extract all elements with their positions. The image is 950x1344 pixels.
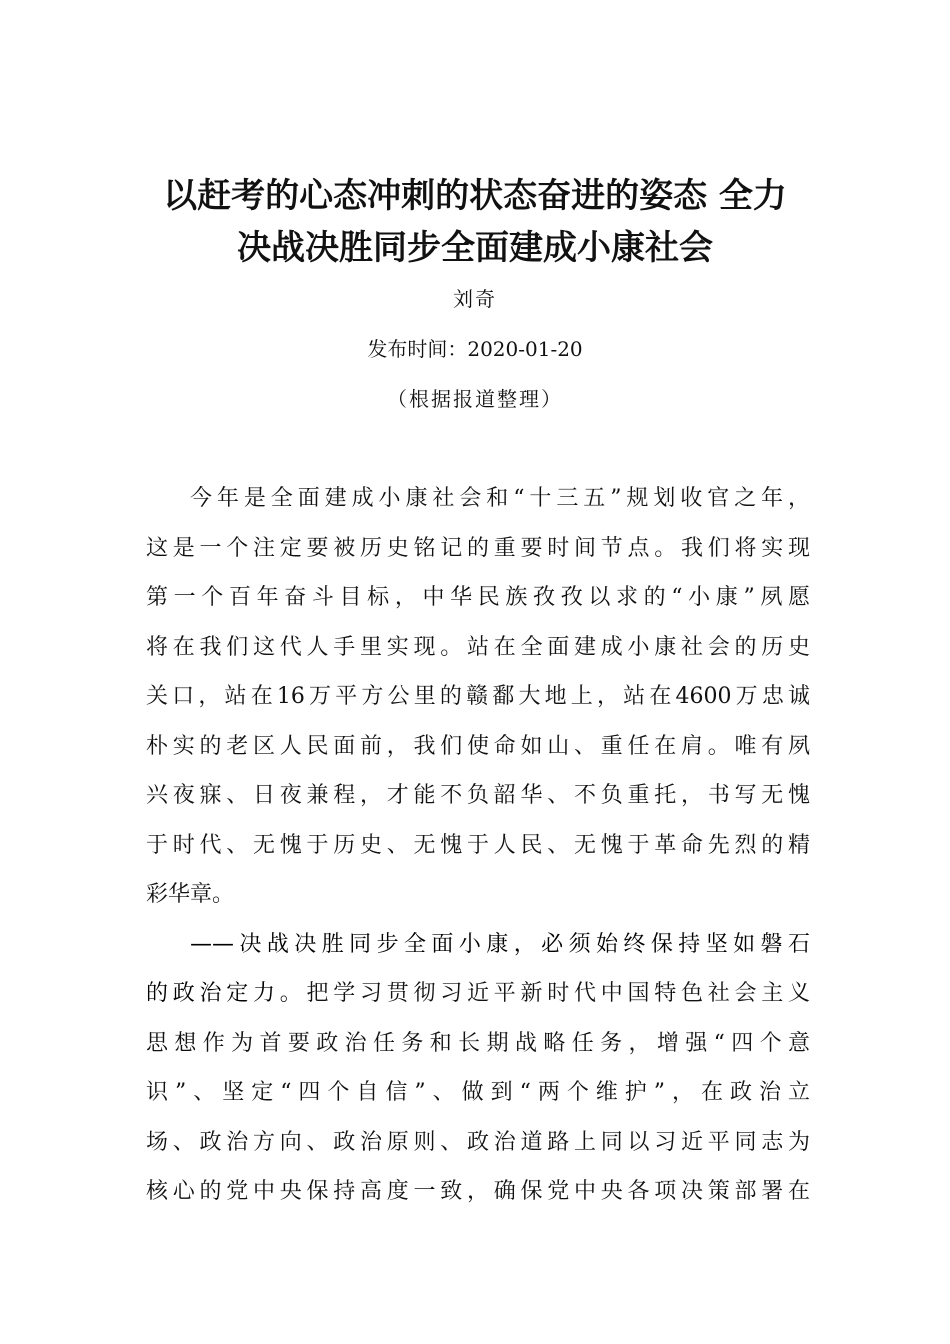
paragraph-line: 朴实的老区人民面前，我们使命如山、重任在肩。唯有夙 [146,733,810,759]
section-heading-line-2: 的政治定力。 [146,981,307,1006]
paragraph-line: 核心的党中央保持高度一致，确保党中央各项决策部署在 [146,1179,810,1204]
paragraph-line-mixed [146,969,810,1019]
title-line-2: 决战决胜同步全面建成小康社会 [237,228,713,268]
paragraph-line: 第一个百年奋斗目标，中华民族孜孜以求的“小康”夙愿 [146,585,810,610]
paragraph-line: 思想作为首要政治任务和长期战略任务，增强“四个意 [146,1030,810,1056]
paragraph-line: 场、政治方向、政治原则、政治道路上同以习近平同志为 [146,1129,810,1155]
article-body [146,474,810,1217]
paragraph-1 [146,474,810,920]
section-heading-line-1: ——决战决胜同步全面小康，必须始终保持坚如磐石 [190,931,810,957]
source-note: （根据报道整理） [387,387,563,411]
publish-date: 发布时间：2020-01-20 [367,337,583,361]
paragraph-line: 于时代、无愧于历史、无愧于人民、无愧于革命先烈的精 [146,832,810,858]
paragraph-line-rest: 把学习贯彻习近平新时代中国特色社会主义 [306,981,810,1006]
paragraph-line: 这是一个注定要被历史铭记的重要时间节点。我们将实现 [146,535,810,561]
paragraph-line: 关口，站在16万平方公里的赣鄱大地上，站在4600万忠诚 [146,684,810,709]
paragraph-line: 彩华章。 [146,882,235,907]
paragraph-line: 将在我们这代人手里实现。站在全面建成小康社会的历史 [146,634,810,660]
paragraph-line: 兴夜寐、日夜兼程，才能不负韶华、不负重托，书写无愧 [146,783,810,808]
document-title [110,170,840,274]
paragraph-line: 识”、坚定“四个自信”、做到“两个维护”，在政治立 [146,1080,810,1105]
author-name: 刘奇 [453,287,497,311]
paragraph-line: 今年是全面建成小康社会和“十三五”规划收官之年， [190,486,810,511]
paragraph-2 [146,920,810,1217]
title-line-1: 以赶考的心态冲刺的状态奋进的姿态 全力 [163,176,787,216]
